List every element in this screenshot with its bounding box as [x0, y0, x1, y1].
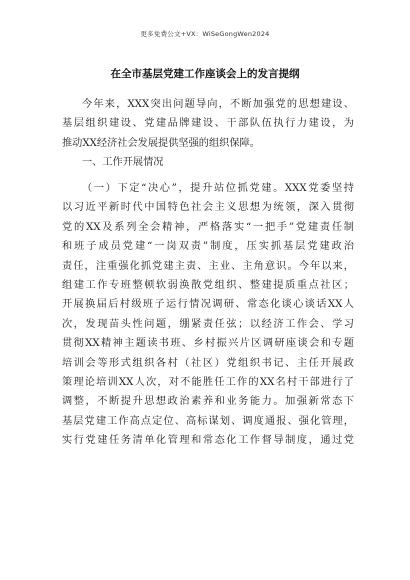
paragraph-line: 基层党建工作高点定位、高标谋划、调度通报、强化管理， — [62, 415, 354, 427]
paragraph-line: 实行党建任务清单化管理和常态化工作督导制度，通过党 — [62, 435, 354, 447]
intro-line: 今年来，XXX突出问题导向，不断加强党的思想建设、 — [82, 99, 354, 110]
watermark-text: 更多免费公文+VX：WiSeGongWen2024 — [140, 30, 270, 38]
paragraph-line: 党的XX及系列全会精神，严格落实“一把手”党建责任制 — [62, 221, 354, 233]
paragraph-line: 组建工作专班整顿软弱涣散党组织、整建提质重点社区； — [62, 280, 354, 292]
paragraph-line: 调整，不断提升思想政治素养和业务能力。加强新常态下 — [62, 396, 354, 408]
paragraph-line: 责任，注重强化抓党建主责、主业、主角意识。今年以来， — [62, 260, 354, 272]
paragraph-line: 以习近平新时代中国特色社会主义思想为统领，深入贯彻 — [62, 202, 354, 214]
paragraph-one — [62, 179, 354, 451]
paragraph-line: 策理论培训XX人次，对不能胜任工作的XX名村干部进行了 — [62, 377, 354, 389]
paragraph-line: （一）下定“决心”，提升站位抓党建。XXX党委坚持 — [82, 183, 354, 194]
paragraph-line: 培训会等形式组织各村（社区）党组织书记、主任开展政 — [62, 357, 354, 369]
section-heading-block — [62, 153, 354, 172]
intro-line: 推动XX经济社会发展提供坚强的组织保障。 — [62, 137, 260, 149]
document-title: 在全市基层党建工作座谈会上的发言提纲 — [110, 68, 300, 80]
intro-paragraph — [62, 95, 354, 153]
paragraph-line: 贯彻XX精神主题读书班、乡村振兴片区调研座谈会和专题 — [62, 338, 354, 350]
paragraph-line: 开展换届后村级班子运行情况调研、常态化谈心谈话XX人 — [62, 299, 354, 311]
intro-line: 基层组织建设、党建品牌建设、干部队伍执行力建设，为 — [62, 118, 354, 130]
paragraph-line: 次，发现苗头性问题，绷紧责任弦；以经济工作会、学习 — [62, 318, 354, 330]
section-heading: 一、工作开展情况 — [82, 157, 164, 168]
paragraph-line: 和班子成员党建“一岗双责”制度，压实抓基层党建政治 — [62, 241, 354, 253]
